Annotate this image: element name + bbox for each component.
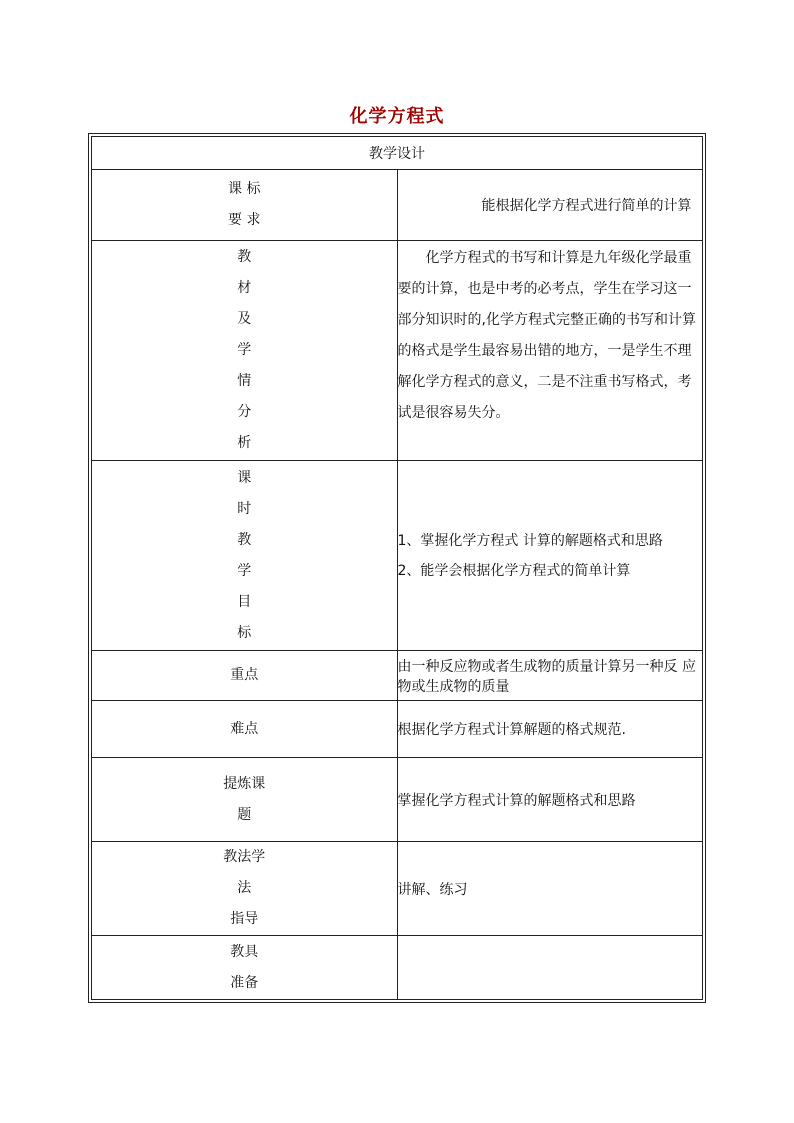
label-line: 课 (237, 469, 252, 486)
label-line: 学 (237, 342, 252, 358)
row-teaching-aids (92, 936, 703, 1000)
row-label (92, 241, 398, 461)
label-line: 题 (237, 806, 252, 823)
label-line: 准备 (230, 974, 259, 991)
row-content (397, 701, 703, 758)
label-line: 难点 (230, 720, 259, 737)
row-curriculum-requirements (92, 170, 703, 241)
label-line: 教 (237, 249, 252, 265)
methods-text: 讲解、练习 (397, 881, 468, 898)
label-line: 情 (237, 373, 252, 389)
row-lesson-objectives (92, 461, 703, 651)
row-content (397, 651, 703, 701)
label-line: 目 (237, 593, 252, 610)
row-content (397, 170, 703, 241)
label-line: 时 (237, 500, 252, 517)
label-line: 教法学 (223, 849, 266, 865)
label-line: 课 标 (228, 181, 261, 197)
row-label (92, 758, 398, 842)
table-header-row (92, 137, 703, 170)
label-line: 标 (237, 624, 252, 641)
row-label (92, 170, 398, 241)
row-content (397, 842, 703, 936)
label-line: 及 (237, 311, 252, 327)
row-label (92, 936, 398, 1000)
row-label (92, 842, 398, 936)
label-line: 分 (237, 404, 252, 420)
row-label (92, 701, 398, 758)
row-label (92, 651, 398, 701)
label-line: 提炼课 (223, 775, 266, 792)
objective-item: 2、能学会根据化学方程式的简单计算 (397, 562, 631, 579)
row-content (397, 461, 703, 651)
key-point-text: 由一种反应物或者生成物的质量计算另一种反 应物或生成物的质量 (397, 658, 696, 695)
document-title: 化学方程式 (349, 106, 445, 127)
objective-item: 1、掌握化学方程式 计算的解题格式和思路 (397, 532, 663, 549)
label-line: 要 求 (228, 212, 261, 228)
label-line: 材 (237, 280, 252, 296)
analysis-paragraph: 化学方程式的书写和计算是九年级化学最重要的计算，也是中考的必考点，学生在学习这一部分知识时的,化学方程式完整正确的书写和计算的格式是学生最容易出错的地方，一是学生不理解化学方程式的意义，二是不注重书写格式，考试是很容易失分。 (397, 250, 696, 421)
row-teaching-methods (92, 842, 703, 936)
lesson-plan-table (91, 136, 703, 1000)
row-content (397, 241, 703, 461)
row-content (397, 936, 703, 1000)
row-key-points (92, 651, 703, 701)
label-line: 法 (237, 880, 252, 896)
label-line: 指导 (230, 911, 259, 927)
row-refined-topic (92, 758, 703, 842)
row-label (92, 461, 398, 651)
label-line: 教具 (230, 943, 259, 960)
requirement-text: 能根据化学方程式进行简单的计算 (481, 198, 692, 214)
label-line: 学 (237, 562, 252, 579)
label-line: 教 (237, 531, 252, 548)
topic-text: 掌握化学方程式计算的解题格式和思路 (397, 792, 636, 809)
difficulty-text: 根据化学方程式计算解题的格式规范. (397, 722, 626, 738)
row-content (397, 758, 703, 842)
label-line: 重点 (230, 667, 259, 683)
row-difficulties (92, 701, 703, 758)
row-material-analysis (92, 241, 703, 461)
label-line: 析 (237, 435, 252, 451)
table-header: 教学设计 (92, 137, 703, 170)
